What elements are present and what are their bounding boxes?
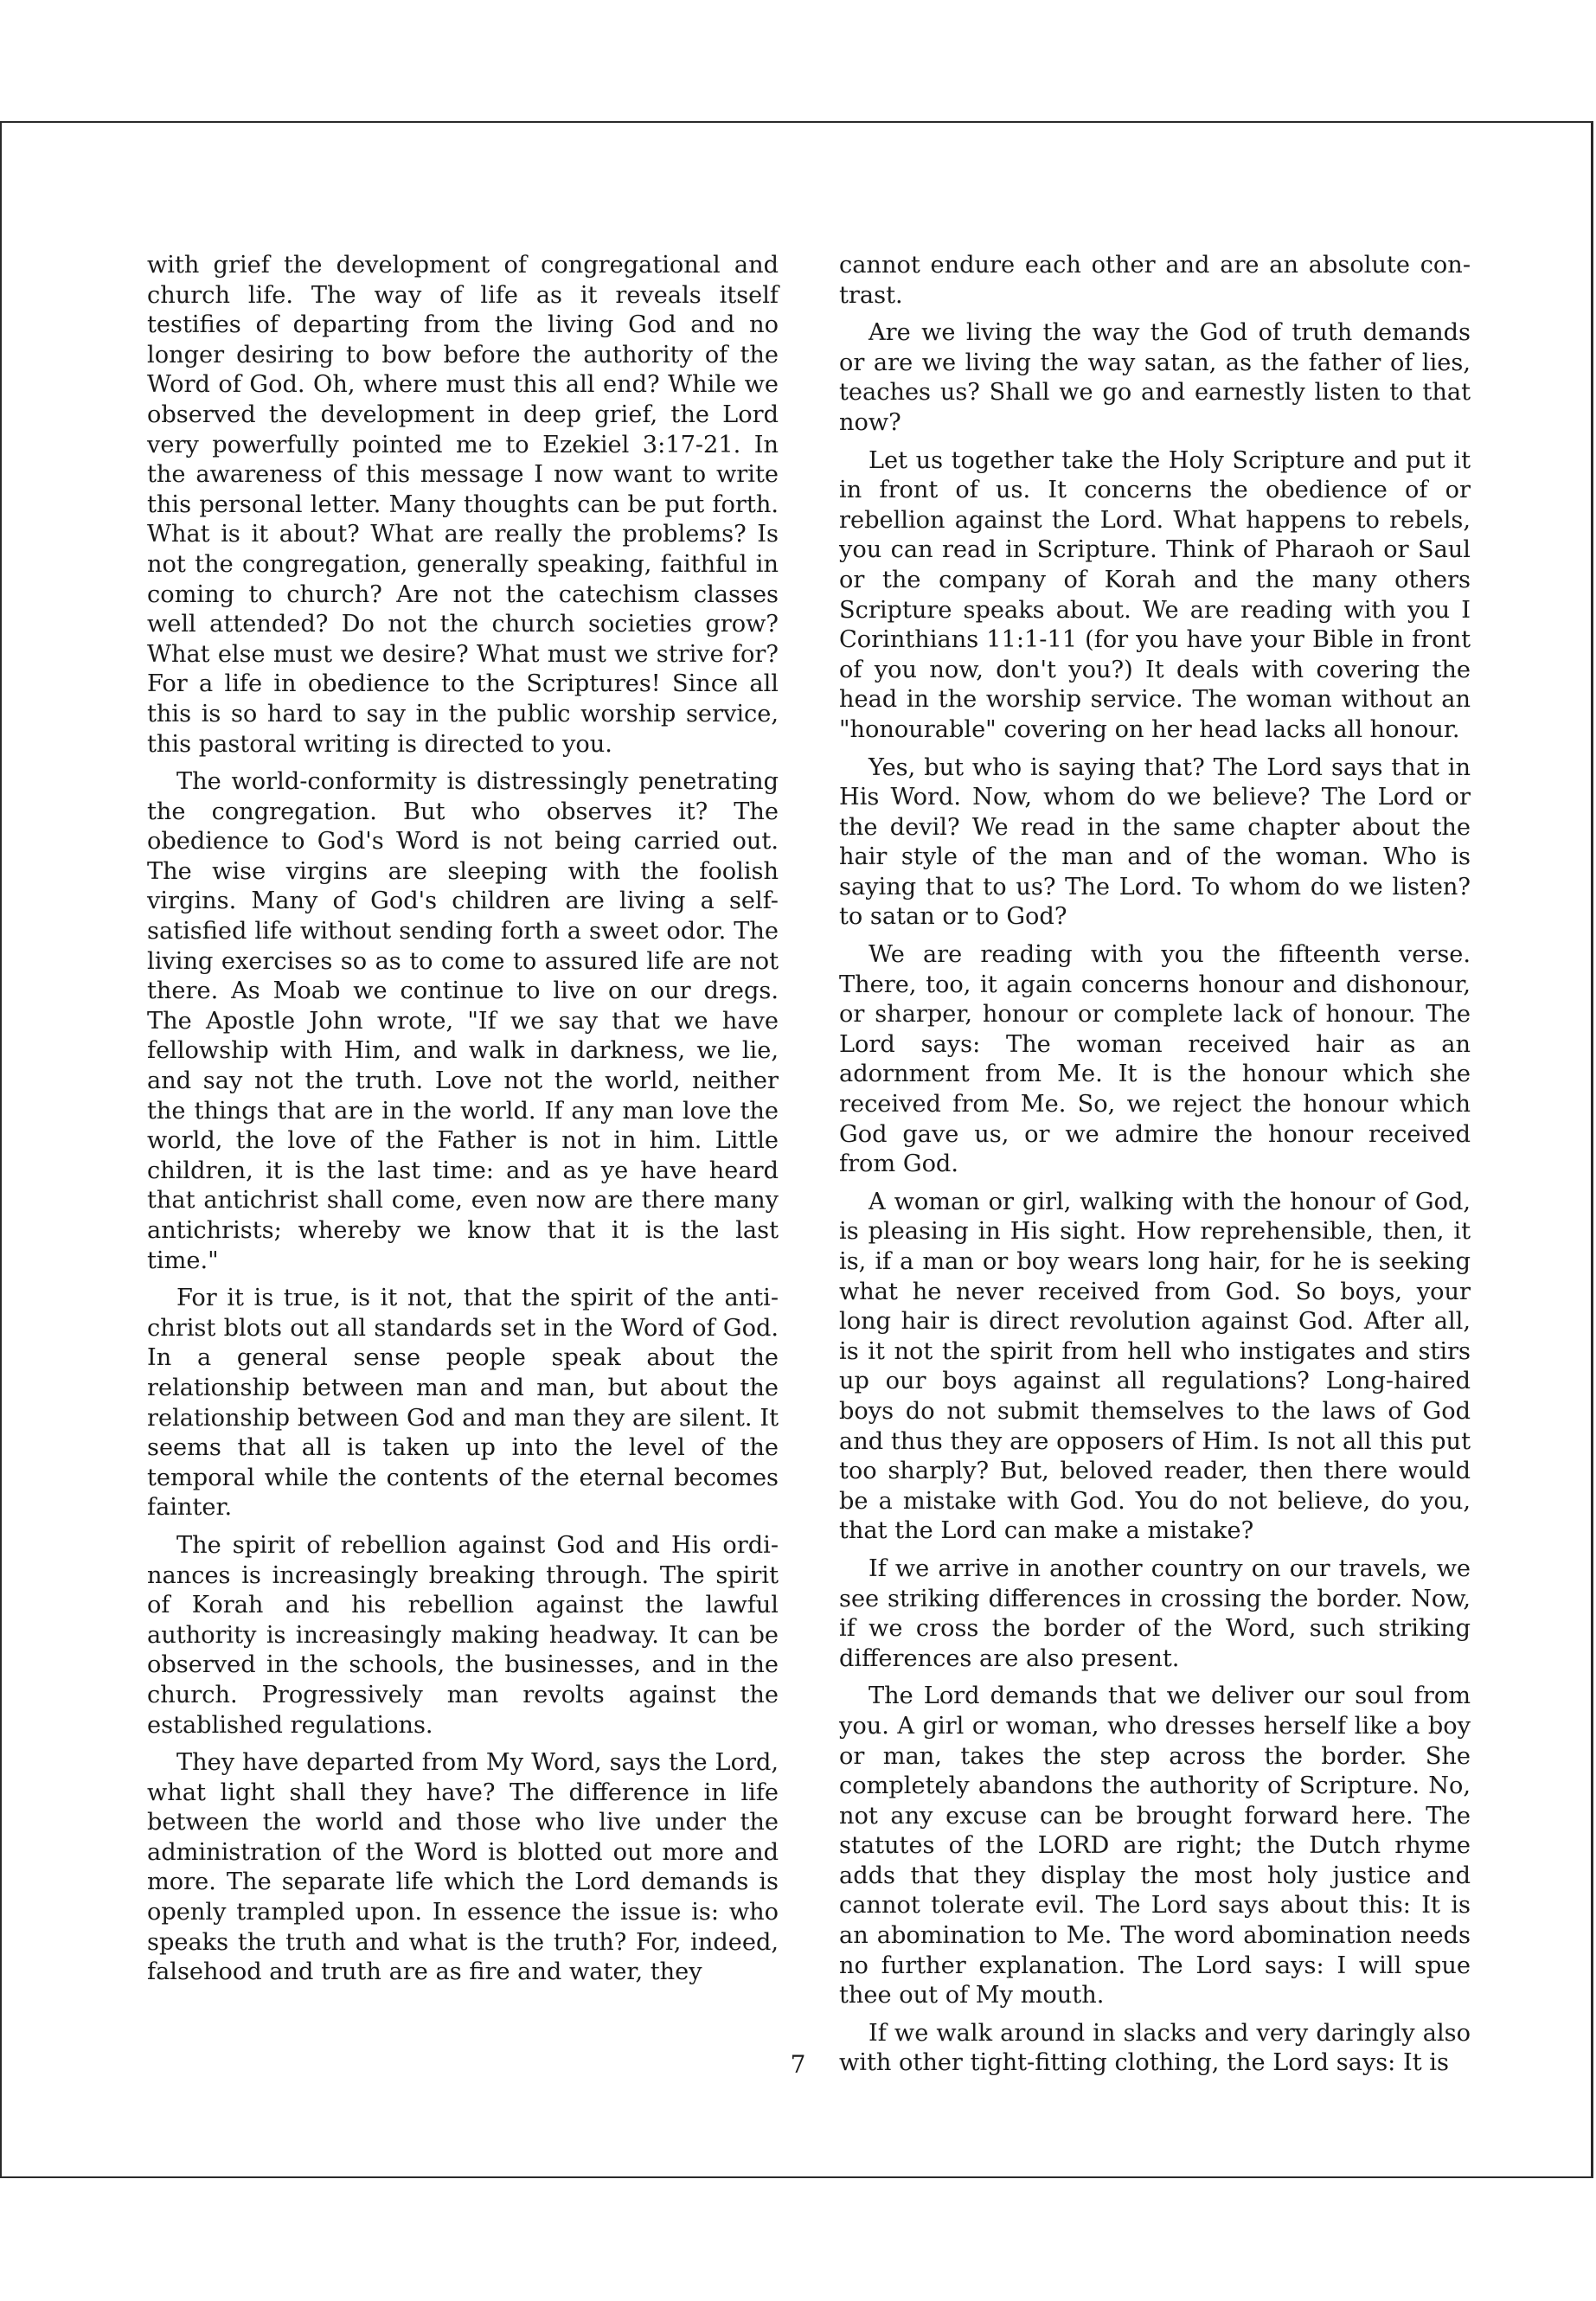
paragraph: Are we living the way the God of truth demands or are we living the way satan, as the father of lies, teaches us? Shall we go and earnestly listen to that now? [839,319,1471,436]
paragraph: with grief the development of congregational and church life. The way of life as it reveals itself testifies of departing from the living God and no longer desiring to bow before the authority of the Word of God. Oh, where must this all end? While we observed the development in deep grief, the Lord very powerfully pointed me to Ezekiel 3:17-21. In the awareness of this message I now want to write this personal letter. Many thoughts can be put forth. What is it about? What are really the problems? Is not the congregation, generally speaking, faithful in coming to church? Are not the catechism classes well attended? Do not the church societies grow? What else must we desire? What must we strive for? For a life in obedience to the Scriptures! Since all this is so hard to say in the public worship service, this pastoral writing is directed to you. [147,252,779,758]
paragraph: For it is true, is it not, that the spirit of the antichrist blots out all standards set in the Word of God. In a general sense people speak about the relationship between man and man, but about the relationship between God and man they are silent. It seems that all is taken up into the level of the temporal while the contents of the eternal becomes fainter. [147,1285,779,1522]
right-column [839,251,1471,2086]
page-number: 7 [790,2050,806,2079]
paragraph: A woman or girl, walking with the honour of God, is pleasing in His sight. How reprehensible, then, it is, if a man or boy wears long hair, for he is seeking what he never received from God. So boys, your long hair is direct revolution against God. After all, is it not the spirit from hell who instigates and stirs up our boys against all regulations? Long-haired boys do not submit themselves to the laws of God and thus they are opposers of Him. Is not all this put too sharply? But, beloved reader, then there would be a mistake with God. You do not believe, do you, that the Lord can make a mistake? [839,1188,1471,1545]
paragraph: If we walk around in slacks and very daringly also with other tight-fitting clothing, the Lord says: It is [839,2019,1471,2077]
paragraph: We are reading with you the fifteenth verse. There, too, it again concerns honour and dishonour, or sharper, honour or complete lack of honour. The Lord says: The woman received hair as an adornment from Me. It is the honour which she received from Me. So, we reject the honour which God gave us, or we admire the honour received from God. [839,941,1471,1178]
paragraph: The world-conformity is distressingly penetrating the congregation. But who observes it? The obedience to God's Word is not being carried out. The wise virgins are sleeping with the foolish virgins. Many of God's children are living a self-satisfied life without sending forth a sweet odor. The living exercises so as to come to assured life are not there. As Moab we continue to live on our dregs. The Apostle John wrote, "If we say that we have fellowship with Him, and walk in darkness, we lie, and say not the truth. Love not the world, neither the things that are in the world. If any man love the world, the love of the Father is not in him. Little children, it is the last time: and as ye have heard that antichrist shall come, even now are there many antichrists; whereby we know that it is the last time." [147,768,779,1274]
paragraph: Let us together take the Holy Scripture and put it in front of us. It concerns the obedience of or rebellion against the Lord. What happens to rebels, you can read in Scripture. Think of Pharaoh or Saul or the company of Korah and the many others Scripture speaks about. We are reading with you I Corinthians 11:1-11 (for you have your Bible in front of you now, don't you?) It deals with covering the head in the worship service. The woman without an "honourable" covering on her head lacks all honour. [839,446,1471,743]
paragraph: They have departed from My Word, says the Lord, what light shall they have? The difference in life between the world and those who live under the administration of the Word is blotted out more and more. The separate life which the Lord demands is openly trampled upon. In essence the issue is: who speaks the truth and what is the truth? For, indeed, falsehood and truth are as fire and water, they [147,1749,779,1986]
paragraph: cannot endure each other and are an absolute contrast. [839,252,1471,309]
paragraph: If we arrive in another country on our travels, we see striking differences in crossing the border. Now, if we cross the border of the Word, such striking differences are also present. [839,1554,1471,1672]
left-column [147,251,779,1996]
paragraph: The spirit of rebellion against God and His ordinances is increasingly breaking through. The spirit of Korah and his rebellion against the lawful authority is increasingly making headway. It can be observed in the schools, the businesses, and in the church. Progressively man revolts against the established regulations. [147,1531,779,1739]
paragraph: The Lord demands that we deliver our soul from you. A girl or woman, who dresses herself like a boy or man, takes the step across the border. She completely abandons the authority of Scripture. No, not any excuse can be brought forward here. The statutes of the LORD are right; the Dutch rhyme adds that they display the most holy justice and cannot tolerate evil. The Lord says about this: It is an abomination to Me. The word abomination needs no further explanation. The Lord says: I will spue thee out of My mouth. [839,1682,1471,2009]
paragraph: Yes, but who is saying that? The Lord says that in His Word. Now, whom do we believe? The Lord or the devil? We read in the same chapter about the hair style of the man and of the woman. Who is saying that to us? The Lord. To whom do we listen? to satan or to God? [839,753,1471,931]
